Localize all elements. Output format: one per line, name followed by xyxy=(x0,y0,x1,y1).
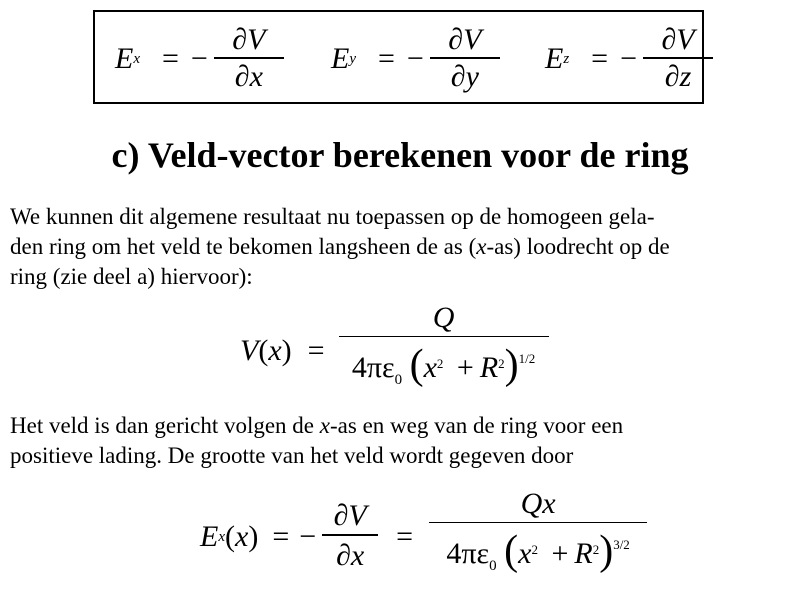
partial-derivative-equations-box xyxy=(93,10,704,104)
equation-ex: E x = − $\frac{\partial V}{\partial x}$ xyxy=(115,20,284,98)
fraction-dv-dy: $\frac{\partial V}{\partial y}$ xyxy=(430,23,500,95)
denominator-field: $4\pi\varepsilon_0$ $(x^2 + R^2)^{3/2}$ xyxy=(446,528,630,575)
paragraph-line: Het veld is dan gericht volgen de x-as en weg van de ring voor een xyxy=(10,413,624,438)
equation-potential: V ( x ) = $\frac{Q}{4\pi\varepsilon_0 (x^2 + R^2)^{1/2}}$ xyxy=(240,306,549,396)
fraction-dv-dx: $\frac{\partial V}{\partial x}$ xyxy=(322,498,378,576)
paragraph-line: positieve lading. De grootte van het veld wordt gegeven door xyxy=(10,443,574,468)
fraction-field: $\frac{Qx}{4\pi\varepsilon_0 (x^2 + R^2)^{3/2}}$ xyxy=(429,486,647,589)
paragraph-line: We kunnen dit algemene resultaat nu toepassen op de homogeen gela- xyxy=(10,204,655,229)
fraction-dv-dz: $\frac{\partial V}{\partial z}$ xyxy=(643,23,713,95)
fraction-dv-dx: $\frac{\partial V}{\partial x}$ xyxy=(214,23,284,95)
section-heading: c) Veld-vector berekenen voor de ring xyxy=(111,135,689,175)
fraction-potential: $\frac{Q}{4\pi\varepsilon_0 (x^2 + R^2)^{1/2}}$ xyxy=(339,300,549,403)
equation-ey: E y = − $\frac{\partial V}{\partial y}$ xyxy=(331,20,500,98)
paragraph-line: ring (zie deel a) hiervoor): xyxy=(10,264,253,289)
equation-field: E x ( x ) = − $\frac{\partial V}{\partial x}$ = $\frac{Qx}{4\pi\varepsilon_0 (x^2 + R^2)^{3/2}}$ xyxy=(200,490,647,584)
paragraph-line: den ring om het veld te bekomen langsheen de as (x-as) loodrecht op de xyxy=(10,234,670,259)
equation-ez: E z = − $\frac{\partial V}{\partial z}$ xyxy=(545,20,713,98)
paragraph-field xyxy=(10,411,790,471)
denominator-potential: $4\pi\varepsilon_0$ $(x^2 + R^2)^{1/2}$ xyxy=(351,342,536,389)
paragraph-intro xyxy=(10,202,790,292)
